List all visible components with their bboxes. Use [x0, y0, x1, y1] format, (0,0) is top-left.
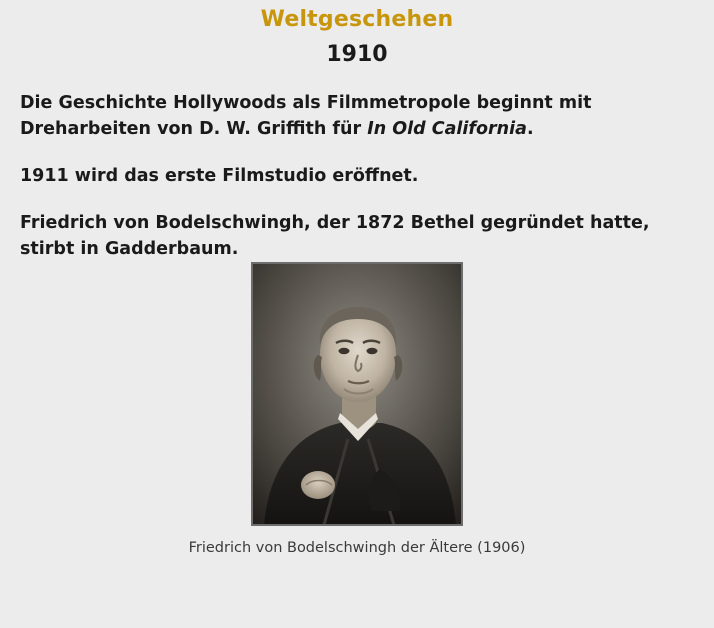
page-title: Weltgeschehen: [260, 7, 454, 32]
paragraph-hollywood-film-title: In Old California: [367, 118, 527, 139]
document-page: [0, 6, 714, 628]
paragraph-bodelschwingh: [20, 211, 694, 262]
year-subtitle: 1910: [326, 41, 388, 67]
paragraph-filmstudio: [20, 164, 694, 189]
figure-caption: Friedrich von Bodelschwingh der Ältere (1906): [188, 540, 526, 557]
portrait-figure: [20, 262, 694, 559]
portrait-photograph-icon: [251, 262, 463, 526]
article-body: [20, 91, 694, 262]
paragraph-hollywood-text-after: .: [526, 118, 534, 139]
paragraph-filmstudio-text: 1911 wird das erste Filmstudio eröffnet.: [20, 165, 419, 186]
paragraph-bodelschwingh-text: Friedrich von Bodelschwingh, der 1872 Bethel gegründet hatte, stirbt in Gadderbaum.: [20, 213, 650, 259]
paragraph-hollywood-text-before: Die Geschichte Hollywoods als Filmmetropole beginnt mit Dreharbeiten von D. W. Griffith für: [20, 93, 592, 139]
paragraph-hollywood: [20, 91, 694, 142]
